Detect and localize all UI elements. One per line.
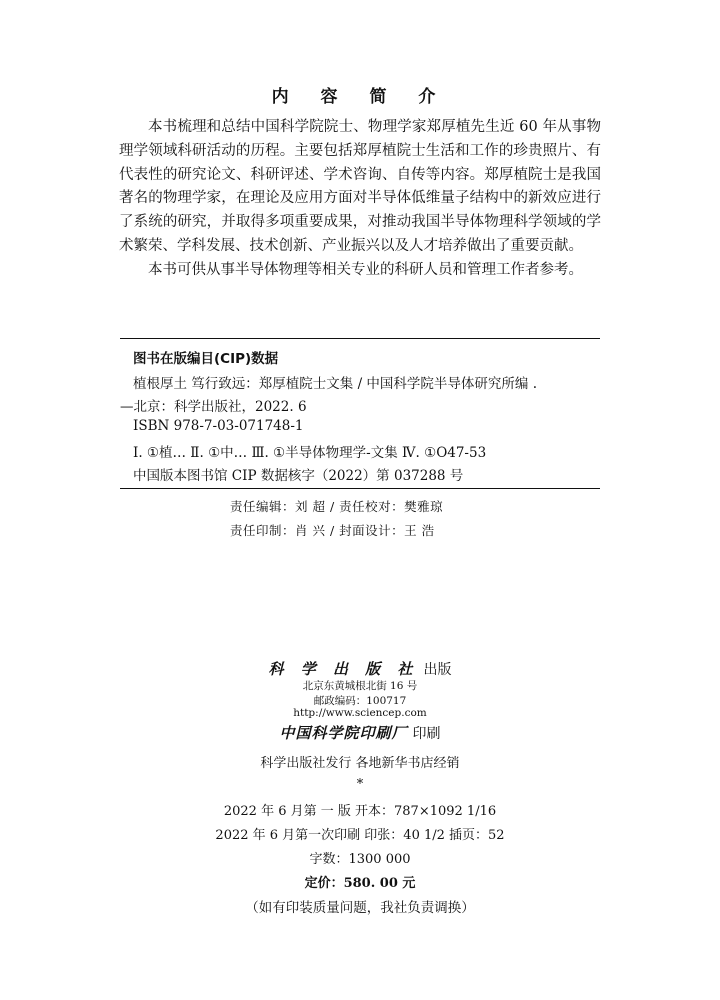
- cip-heading: 图书在版编目(CIP)数据: [133, 351, 279, 367]
- cip-record-number: 中国版本图书馆 CIP 数据核字（2022）第 037288 号: [133, 468, 464, 484]
- printer-suffix: 印刷: [412, 726, 441, 742]
- credits-production: 责任印制：肖 兴 / 封面设计：王 浩: [230, 523, 435, 538]
- separator-asterisk: *: [356, 777, 364, 792]
- publisher-suffix: 出版: [423, 662, 452, 678]
- intro-paragraph-1: 本书梳理和总结中国科学院院士、物理学家郑厚植先生近 60 年从事物理学领域科研活动的历程。主要包括郑厚植院士生活和工作的珍贵照片、有代表性的研究论文、科研评述、学术咨询、自传等内容。郑厚植院士是我国著名的物理学家，在理论及应用方面对半导体低维量子结构中的新效应进行了系统的研究，并取得多项重要成果，对推动我国半导体物理科学领域的学术繁荣、学科发展、技术创新、产业振兴以及人才培养做出了重要贡献。: [119, 119, 601, 254]
- cip-publisher-line: —北京：科学出版社，2022. 6: [120, 399, 307, 415]
- credits-editors: 责任编辑：刘 超 / 责任校对：樊雅琼: [230, 499, 444, 514]
- cip-classification: Ⅰ. ①植… Ⅱ. ①中… Ⅲ. ①半导体物理学-文集 Ⅳ. ①O47-53: [133, 445, 487, 461]
- intro-section: [119, 116, 601, 283]
- distribution-line: 科学出版社发行 各地新华书店经销: [260, 756, 460, 771]
- printing-line: 2022 年 6 月第一次印刷 印张：40 1/2 插页：52: [215, 828, 505, 843]
- printer-logo: 中国科学院印刷厂: [279, 724, 408, 742]
- price: 定价：580. 00 元: [304, 876, 416, 891]
- cip-bottom-divider: [120, 488, 600, 489]
- cip-top-divider: [120, 338, 600, 339]
- printer-line: [0, 722, 720, 743]
- page-title: 内 容 简 介: [271, 87, 449, 107]
- cip-title-line: 植根厚土 笃行致远：郑厚植院士文集 / 中国科学院半导体研究所编 .: [133, 376, 538, 392]
- intro-paragraph-2: 本书可供从事半导体物理等相关专业的科研人员和管理工作者参考。: [148, 261, 583, 278]
- publisher-logo: 科 学 出 版 社: [268, 660, 419, 678]
- edition-line: 2022 年 6 月第 一 版 开本：787×1092 1/16: [223, 804, 497, 819]
- cip-isbn: ISBN 978-7-03-071748-1: [133, 418, 304, 434]
- word-count: 字数：1300 000: [309, 852, 411, 867]
- quality-notice: （如有印装质量问题，我社负责调换）: [245, 900, 475, 916]
- publisher-postcode: 邮政编码：100717: [313, 695, 407, 707]
- publisher-url: http://www.sciencep.com: [293, 707, 427, 719]
- publisher-line: [0, 658, 720, 679]
- publisher-address: 北京东黄城根北街 16 号: [302, 680, 418, 692]
